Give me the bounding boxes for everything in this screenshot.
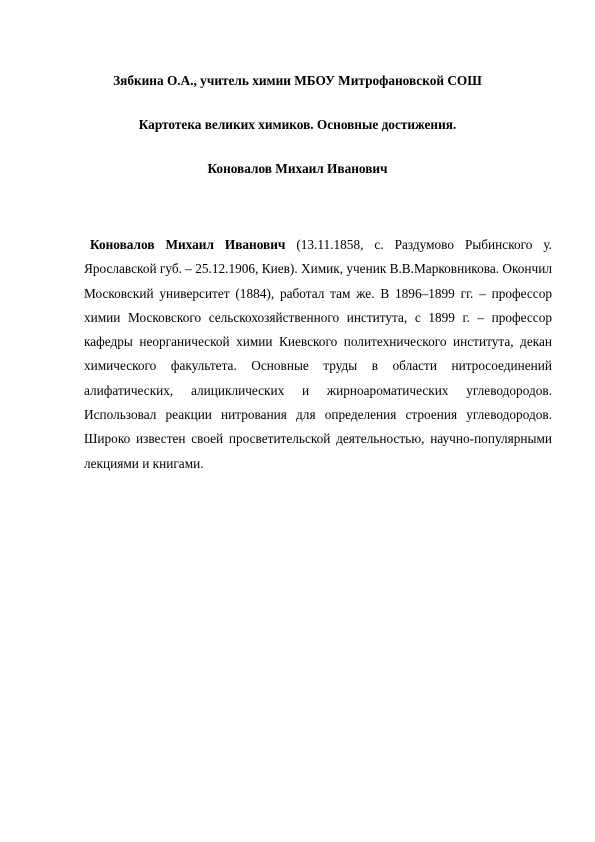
biography-text: (13.11.1858, с. Раздумово Рыбинского у. Ярославской губ. – 25.12.1906, Киев). Химик, ученик В.В.Марковникова. Окончил Московский университет (1884), работал там же. В 1896–1899 гг. – профессор химии Московского сельскохозяйственного института, с 1899 г. – профессор кафедры неорганической химии Киевского политехнического института, декан химического факультета. Основные труды в области нитросоединений алифатических, алициклических и жирноароматических углеводородов. Использовал реакции нитрования для определения строения углеводородов. Широко известен своей просветительской деятельностью, научно-популярными лекциями и книгами.: [84, 237, 552, 471]
biography-lead-name: Коновалов Михаил Иванович: [90, 237, 286, 252]
person-name-heading: Коновалов Михаил Иванович: [207, 161, 388, 176]
biography-paragraph: [84, 233, 552, 476]
card-title: Картотека великих химиков. Основные достижения.: [138, 117, 457, 132]
author-line: Зябкина О.А., учитель химии МБОУ Митрофановской СОШ: [113, 73, 482, 88]
